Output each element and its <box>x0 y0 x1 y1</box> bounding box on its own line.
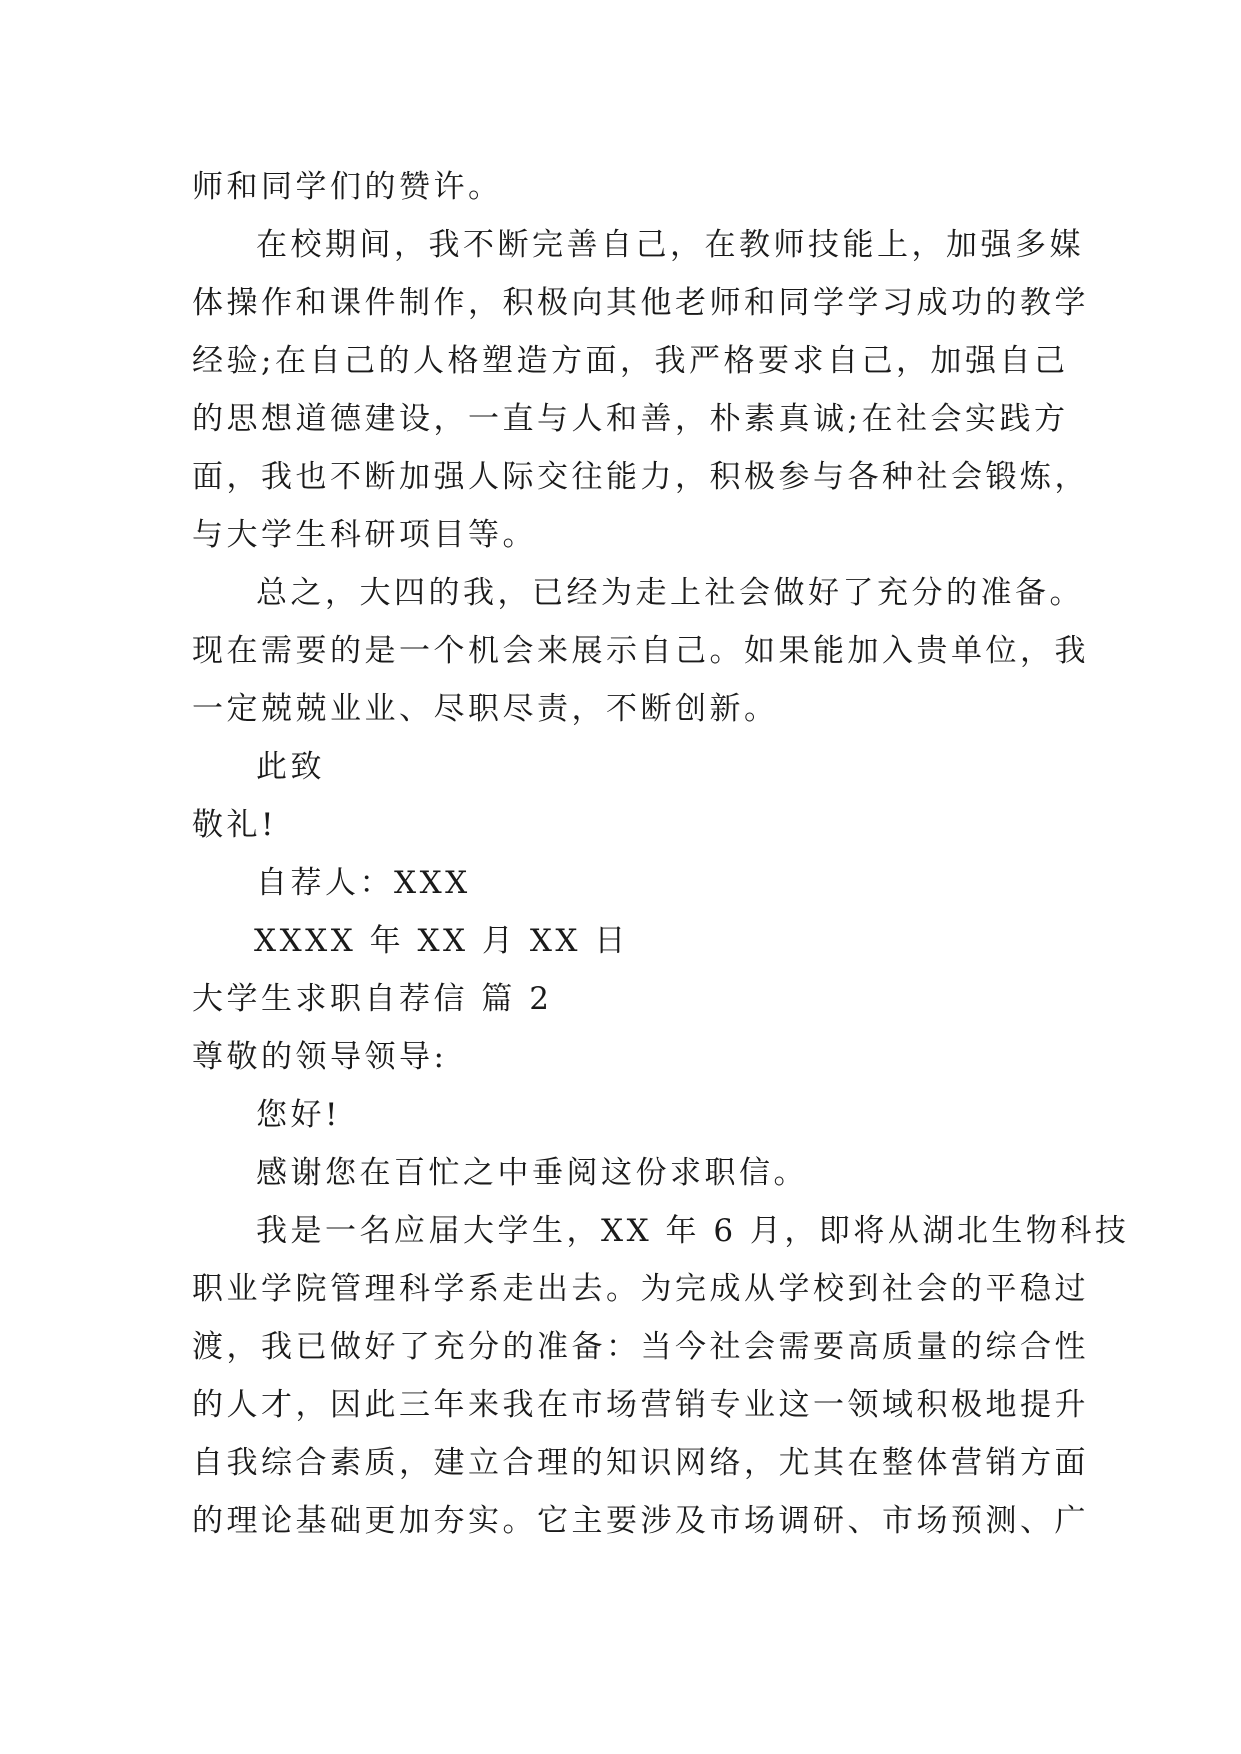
text-line: 在校期间，我不断完善自己，在教师技能上，加强多媒 <box>256 227 1084 263</box>
text-line: 的人才，因此三年来我在市场营销专业这一领域积极地提升 <box>192 1387 1089 1423</box>
text-line: 职业学院管理科学系走出去。为完成从学校到社会的平稳过 <box>192 1271 1089 1307</box>
greeting: 尊敬的领导领导: <box>192 1039 448 1075</box>
text-line: 的思想道德建设，一直与人和善，朴素真诚;在社会实践方 <box>192 401 1069 437</box>
text-line: 的理论基础更加夯实。它主要涉及市场调研、市场预测、广 <box>192 1503 1089 1539</box>
text-line: 总之，大四的我，已经为走上社会做好了充分的准备。 <box>256 575 1084 611</box>
text-line: 感谢您在百忙之中垂阅这份求职信。 <box>256 1155 808 1191</box>
text-line: 经验;在自己的人格塑造方面，我严格要求自己，加强自己 <box>192 343 1069 379</box>
closing-salutation: 此致 <box>256 749 325 785</box>
text-line: 师和同学们的赞许。 <box>192 169 503 205</box>
date-line: XXXX 年 XX 月 XX 日 <box>254 923 629 959</box>
signature-line: 自荐人：XXX <box>256 865 471 901</box>
text-line: 我是一名应届大学生，XX 年 6 月，即将从湖北生物科技 <box>256 1213 1130 1249</box>
closing-respect: 敬礼! <box>192 807 277 843</box>
text-line: 与大学生科研项目等。 <box>192 517 537 553</box>
text-line: 自我综合素质，建立合理的知识网络，尤其在整体营销方面 <box>192 1445 1089 1481</box>
text-line: 您好! <box>256 1097 341 1133</box>
document-body <box>192 158 1130 1550</box>
text-line: 面，我也不断加强人际交往能力，积极参与各种社会锻炼， <box>192 459 1089 495</box>
section-heading: 大学生求职自荐信 篇 2 <box>192 981 553 1017</box>
text-line: 一定兢兢业业、尽职尽责，不断创新。 <box>192 691 779 727</box>
text-line: 体操作和课件制作，积极向其他老师和同学学习成功的教学 <box>192 285 1089 321</box>
text-line: 渡，我已做好了充分的准备：当今社会需要高质量的综合性 <box>192 1329 1089 1365</box>
text-line: 现在需要的是一个机会来展示自己。如果能加入贵单位，我 <box>192 633 1089 669</box>
